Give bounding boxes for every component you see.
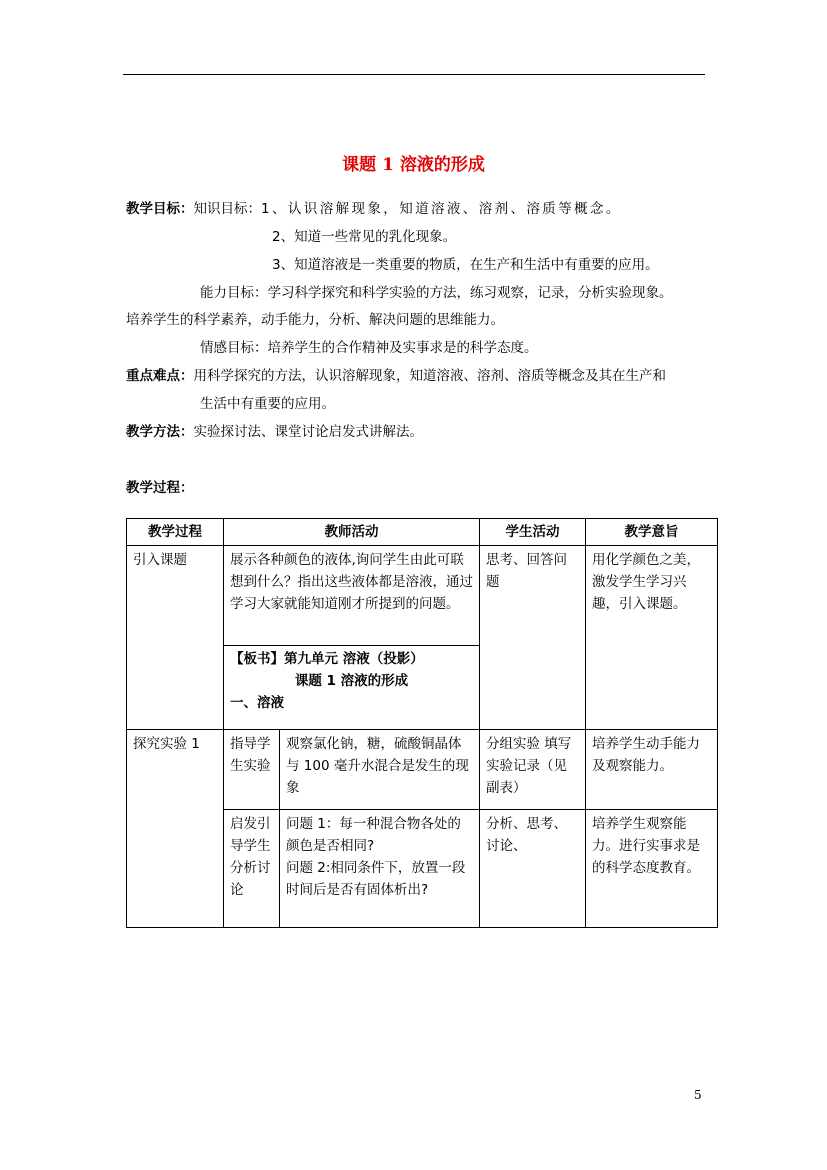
page-number: 5: [694, 1088, 702, 1102]
teaching-process-table: [126, 518, 718, 928]
key-points-label: 重点难点：: [126, 368, 194, 384]
row2-sub2-questions: [280, 810, 480, 928]
table-header-row: [127, 519, 718, 546]
method-line: [126, 422, 423, 442]
ability-label: 能力目标：: [200, 285, 268, 301]
header-rule: [123, 74, 705, 75]
knowledge-goal-2: 2、知道一些常见的乳化现象。: [272, 229, 457, 245]
row2-sub1-student: 分组实验 填写实验记录（见副表）: [480, 730, 586, 810]
row1-stage: 引入课题: [127, 546, 224, 730]
row2-sub1-label: 指导学生实验: [224, 730, 280, 810]
key-points-text-1: 用科学探究的方法，认识溶解现象，知道溶液、溶剂、溶质等概念及其在生产和: [193, 368, 666, 384]
knowledge-goal-line-1: [126, 199, 622, 219]
knowledge-goal-1: 1、认识溶解现象，知道溶液、溶剂、溶质等概念。: [261, 201, 622, 217]
emotion-label: 情感目标：: [200, 340, 268, 356]
ability-goal-1: 学习科学探究和科学实验的方法，练习观察，记录，分析实验现象。: [267, 285, 673, 301]
board-line-3: 一、溶液: [230, 695, 284, 711]
row2-sub2-label: 启发引导学生分析讨论: [224, 810, 280, 928]
key-points-text-2: 生活中有重要的应用。: [200, 396, 335, 412]
board-line-1: 【板书】第九单元 溶液（投影）: [230, 651, 424, 667]
question-1: 问题 1：每一种混合物各处的颜色是否相同?: [286, 816, 461, 854]
header-purpose: 教学意旨: [586, 519, 718, 546]
emotion-goal-line: [200, 338, 538, 358]
key-points-line-1: [126, 366, 666, 386]
row2-stage: 探究实验 1: [127, 730, 224, 928]
row2-sub1-text: 观察氯化钠，糖，硫酸铜晶体与 100 毫升水混合是发生的现象: [280, 730, 480, 810]
header-student: 学生活动: [480, 519, 586, 546]
header-teacher: 教师活动: [224, 519, 480, 546]
row1-purpose: 用化学颜色之美，激发学生学习兴趣，引入课题。: [586, 546, 718, 730]
emotion-goal: 培养学生的合作精神及实事求是的科学态度。: [267, 340, 538, 356]
knowledge-goal-3: 3、知道溶液是一类重要的物质，在生产和生活中有重要的应用。: [272, 257, 659, 273]
page-title: 课题 1 溶液的形成: [342, 155, 485, 175]
table-row: [127, 730, 718, 810]
row1-board: [224, 646, 480, 730]
row1-student: 思考、回答问题: [480, 546, 586, 730]
header-stage: 教学过程: [127, 519, 224, 546]
ability-goal-line-1: [200, 283, 673, 303]
process-label: 教学过程：: [126, 480, 194, 496]
ability-goal-2: 培养学生的科学素养，动手能力，分析、解决问题的思维能力。: [126, 312, 504, 328]
row2-sub2-purpose: 培养学生观察能力。进行实事求是的科学态度教育。: [586, 810, 718, 928]
knowledge-label: 知识目标：: [193, 201, 261, 217]
table-row: [127, 546, 718, 646]
goals-label: 教学目标：: [126, 201, 194, 217]
method-label: 教学方法：: [126, 424, 194, 440]
row2-sub1-purpose: 培养学生动手能力及观察能力。: [586, 730, 718, 810]
method-text: 实验探讨法、课堂讨论启发式讲解法。: [193, 424, 423, 440]
row1-teacher: 展示各种颜色的液体,询问学生由此可联想到什么？指出这些液体都是溶液，通过学习大家就能知道刚才所提到的问题。: [224, 546, 480, 646]
question-2: 问题 2:相同条件下，放置一段时间后是否有固体析出?: [286, 860, 466, 898]
board-line-2: 课题 1 溶液的形成: [294, 673, 409, 689]
row2-sub2-student: 分析、思考、讨论、: [480, 810, 586, 928]
